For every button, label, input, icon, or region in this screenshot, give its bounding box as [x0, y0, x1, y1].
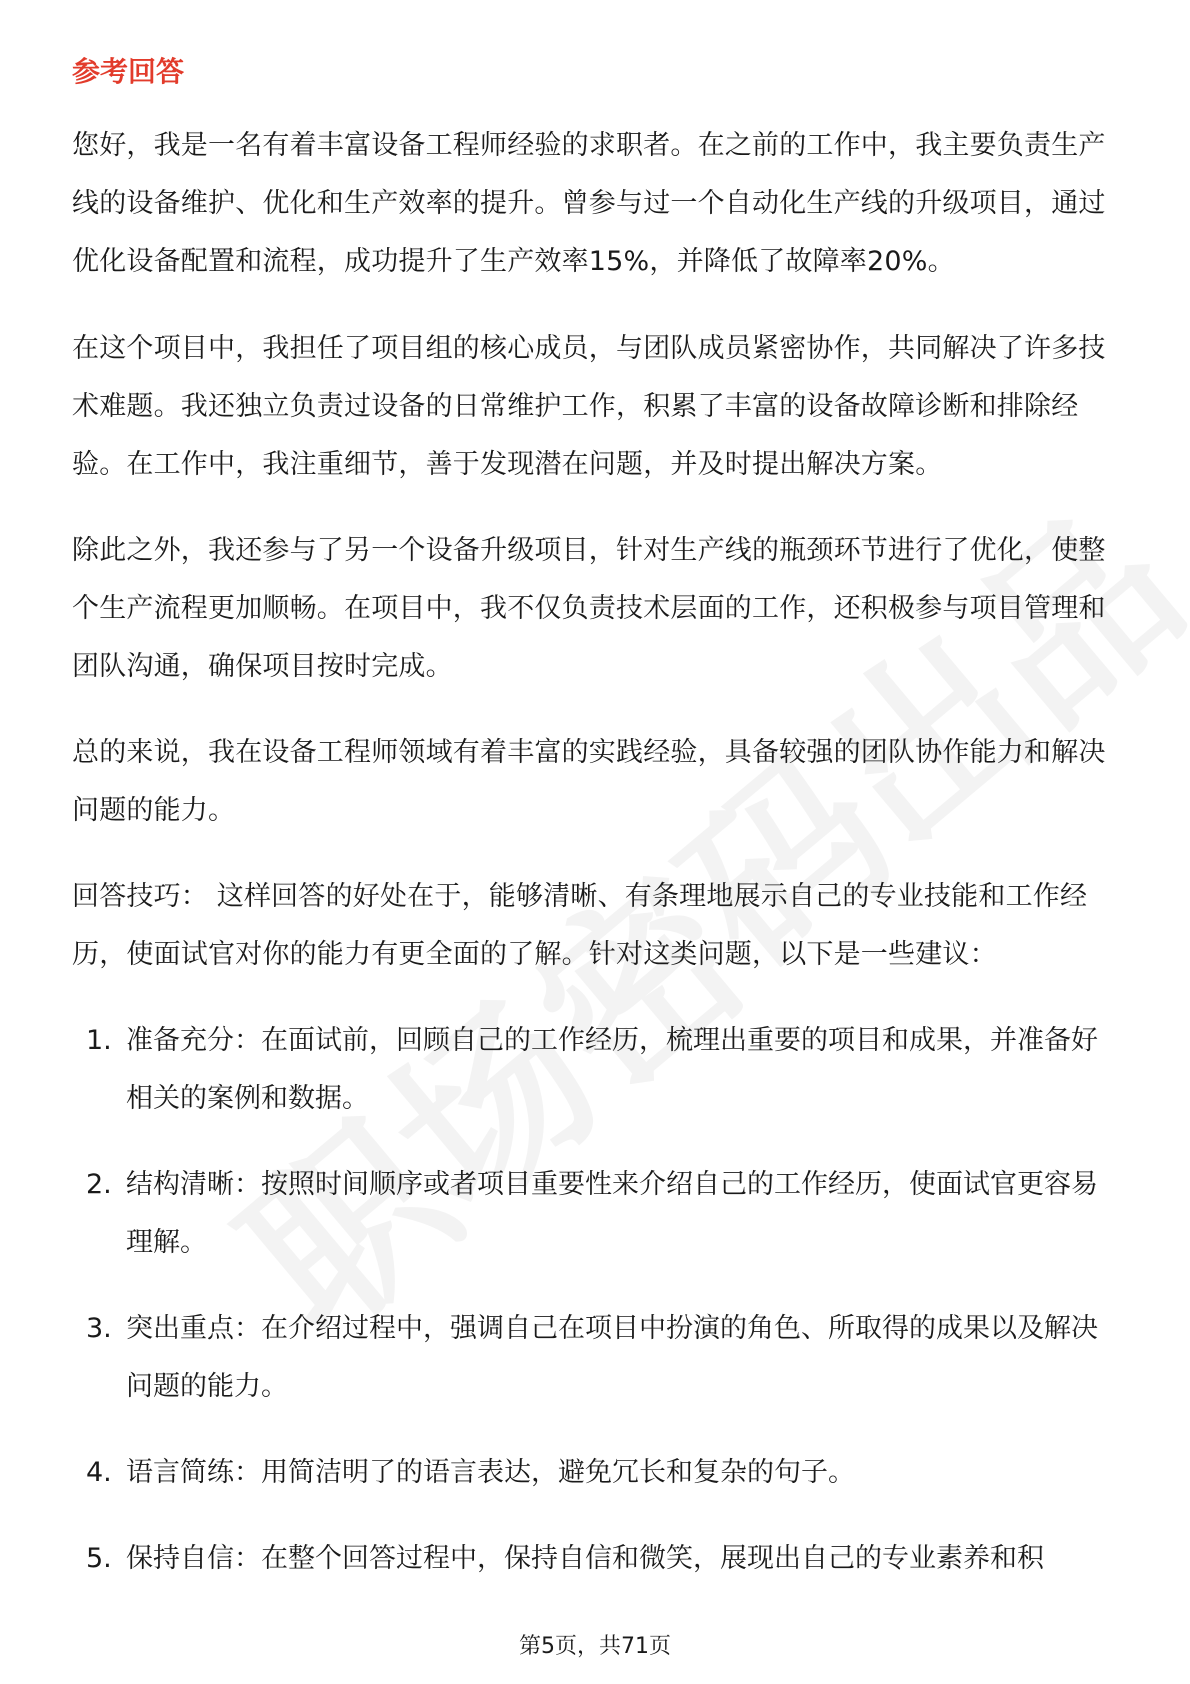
list-number: 1.	[86, 1025, 112, 1056]
list-item	[72, 1300, 1122, 1416]
list-item-text: 结构清晰：按照时间顺序或者项目重要性来介绍自己的工作经历，使面试官更容易理解。	[126, 1169, 1098, 1258]
section-heading: 参考回答	[72, 55, 185, 88]
list-item	[72, 1156, 1122, 1272]
list-item	[72, 1444, 1122, 1502]
paragraph-additional-project: 除此之外，我还参与了另一个设备升级项目，针对生产线的瓶颈环节进行了优化，使整个生产流程更加顺畅。在项目中，我不仅负责技术层面的工作，还积极参与项目管理和团队沟通，确保项目按时完成。	[72, 535, 1106, 682]
list-number: 5.	[86, 1543, 112, 1574]
list-item-text: 语言简练：用简洁明了的语言表达，避免冗长和复杂的句子。	[126, 1457, 855, 1488]
list-number: 2.	[86, 1169, 112, 1200]
list-number: 3.	[86, 1313, 112, 1344]
list-number: 4.	[86, 1457, 112, 1488]
paragraph-answer-tips: 回答技巧： 这样回答的好处在于，能够清晰、有条理地展示自己的专业技能和工作经历，使面试官对你的能力有更全面的了解。针对这类问题，以下是一些建议：	[72, 881, 1088, 970]
list-item-text: 保持自信：在整个回答过程中，保持自信和微笑，展现出自己的专业素养和积	[126, 1543, 1044, 1574]
paragraph-project-role: 在这个项目中，我担任了项目组的核心成员，与团队成员紧密协作，共同解决了许多技术难题。我还独立负责过设备的日常维护工作，积累了丰富的设备故障诊断和排除经验。在工作中，我注重细节，善于发现潜在问题，并及时提出解决方案。	[72, 333, 1106, 480]
paragraph-summary: 总的来说，我在设备工程师领域有着丰富的实践经验，具备较强的团队协作能力和解决问题的能力。	[72, 737, 1106, 826]
list-item-text: 准备充分：在面试前，回顾自己的工作经历，梳理出重要的项目和成果，并准备好相关的案例和数据。	[126, 1025, 1098, 1114]
paragraph-intro: 您好，我是一名有着丰富设备工程师经验的求职者。在之前的工作中，我主要负责生产线的设备维护、优化和生产效率的提升。曾参与过一个自动化生产线的升级项目，通过优化设备配置和流程，成功提升了生产效率15%，并降低了故障率20%。	[72, 130, 1106, 277]
list-item-text: 突出重点：在介绍过程中，强调自己在项目中扮演的角色、所取得的成果以及解决问题的能力。	[126, 1313, 1098, 1402]
list-item	[72, 1530, 1122, 1588]
page-number-footer: 第5页，共71页	[519, 1634, 671, 1659]
list-item	[72, 1012, 1122, 1128]
